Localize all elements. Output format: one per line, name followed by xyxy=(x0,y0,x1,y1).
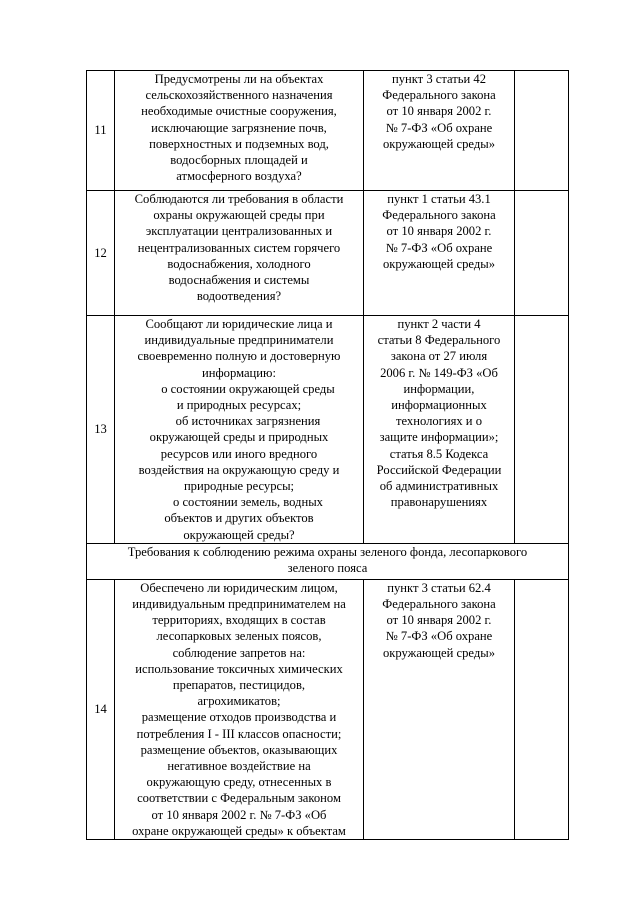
reference-line: пункт 3 статьи 42 xyxy=(391,72,487,86)
question-line: Сообщают ли юридические лица и xyxy=(145,317,333,331)
row-number: 12 xyxy=(87,191,115,316)
question-line: о состоянии окружающей среды xyxy=(161,381,335,396)
legal-reference-cell xyxy=(364,191,515,316)
question-line: лесопарковых зеленых поясов, xyxy=(156,629,322,644)
answer-cell xyxy=(515,316,569,544)
question-line: объектов и других объектов xyxy=(164,511,314,526)
reference-line: информации, xyxy=(403,381,475,396)
question-line: размещение отходов производства и xyxy=(141,710,337,725)
reference-line: окружающей среды» xyxy=(382,136,496,151)
question-line: индивидуальные предприниматели xyxy=(144,333,334,348)
reference-line: 2006 г. № 149-ФЗ «Об xyxy=(380,365,498,380)
legal-reference-cell xyxy=(364,316,515,544)
question-cell xyxy=(115,579,364,839)
reference-line: окружающей среды» xyxy=(382,645,496,660)
reference-line: правонарушениях xyxy=(390,495,488,510)
reference-line: статьи 8 Федерального xyxy=(377,333,501,348)
legal-reference-cell xyxy=(364,71,515,191)
table-row xyxy=(87,579,569,839)
question-line: индивидуальным предпринимателем на xyxy=(132,597,346,612)
section-heading-line: Требования к соблюдению режима охраны зеленого фонда, лесопаркового xyxy=(127,544,528,559)
reference-line: от 10 января 2002 г. xyxy=(386,224,492,239)
question-cell xyxy=(115,191,364,316)
question-line: Соблюдаются ли требования в области xyxy=(134,192,344,206)
question-line: соблюдение запретов на: xyxy=(172,645,306,660)
reference-line: окружающей среды» xyxy=(382,256,496,271)
reference-line: пункт 1 статьи 43.1 xyxy=(387,192,491,206)
requirements-checklist-table xyxy=(86,70,569,840)
question-line: охране окружающей среды» к объектам xyxy=(132,823,346,838)
table-row xyxy=(87,316,569,544)
question-line: сельскохозяйственного назначения xyxy=(145,88,333,103)
reference-line: Федерального закона xyxy=(382,597,496,612)
answer-cell xyxy=(515,579,569,839)
reference-line: технологиях и о xyxy=(395,414,482,429)
answer-cell xyxy=(515,71,569,191)
question-line: эксплуатации централизованных и xyxy=(145,224,333,239)
question-line: водосборных площадей и xyxy=(170,153,308,168)
table-row xyxy=(87,71,569,191)
table-row xyxy=(87,191,569,316)
reference-line: защите информации»; xyxy=(379,430,499,445)
question-line: окружающей среды? xyxy=(183,527,295,542)
question-line: поверхностных и подземных вод, xyxy=(149,136,329,151)
question-line: об источниках загрязнения xyxy=(175,414,321,429)
question-line: территориях, входящих в состав xyxy=(152,613,326,628)
question-line: потребления I - III классов опасности; xyxy=(136,726,342,741)
reference-line: Российской Федерации xyxy=(376,462,502,477)
question-line: исключающие загрязнение почв, xyxy=(151,120,327,135)
reference-line: закона от 27 июля xyxy=(390,349,488,364)
section-heading-line: зеленого пояса xyxy=(287,561,368,576)
question-line: о состоянии земель, водных xyxy=(173,495,323,510)
row-number: 13 xyxy=(87,316,115,544)
reference-line: статья 8.5 Кодекса xyxy=(389,446,489,461)
question-line: нецентрализованных систем горячего xyxy=(137,240,341,255)
question-line: охраны окружающей среды при xyxy=(153,208,325,223)
question-line: ресурсов или иного вредного xyxy=(160,446,318,461)
answer-cell xyxy=(515,191,569,316)
reference-line: пункт 3 статьи 62.4 xyxy=(387,580,491,595)
legal-reference-cell xyxy=(364,579,515,839)
question-line: информацию: xyxy=(202,365,276,380)
question-line: воздействия на окружающую среду и xyxy=(138,462,340,477)
question-line: Предусмотрены ли на объектах xyxy=(154,72,324,86)
question-line: и природных ресурсах; xyxy=(176,398,302,413)
question-cell xyxy=(115,71,364,191)
section-heading-row xyxy=(87,543,569,579)
row-number: 11 xyxy=(87,71,115,191)
question-line: Обеспечено ли юридическим лицом, xyxy=(140,580,338,595)
reference-line: № 7-ФЗ «Об охране xyxy=(385,629,493,644)
question-cell xyxy=(115,316,364,544)
question-line: окружающую среду, отнесенных в xyxy=(146,775,332,790)
question-line: водоотведения? xyxy=(196,289,282,304)
question-line: негативное воздействие на xyxy=(167,759,311,774)
reference-line: об административных xyxy=(379,479,499,494)
question-line: природные ресурсы; xyxy=(183,479,295,494)
reference-line: пункт 2 части 4 xyxy=(397,317,481,331)
question-line: агрохимикатов; xyxy=(197,694,281,709)
question-line: использование токсичных химических xyxy=(135,661,343,676)
question-line: водоснабжения и системы xyxy=(168,273,310,288)
row-number: 14 xyxy=(87,579,115,839)
question-line: от 10 января 2002 г. № 7-ФЗ «Об xyxy=(151,807,327,822)
question-line: необходимые очистные сооружения, xyxy=(141,104,337,119)
question-line: соответствии с Федеральным законом xyxy=(137,791,341,806)
reference-line: от 10 января 2002 г. xyxy=(386,613,492,628)
question-line: размещение объектов, оказывающих xyxy=(140,742,338,757)
reference-line: № 7-ФЗ «Об охране xyxy=(385,120,493,135)
reference-line: № 7-ФЗ «Об охране xyxy=(385,240,493,255)
question-line: атмосферного воздуха? xyxy=(176,169,302,184)
question-line: своевременно полную и достоверную xyxy=(137,349,341,364)
question-line: окружающей среды и природных xyxy=(149,430,329,445)
reference-line: Федерального закона xyxy=(382,88,496,103)
reference-line: от 10 января 2002 г. xyxy=(386,104,492,119)
reference-line: информационных xyxy=(391,398,487,413)
reference-line: Федерального закона xyxy=(382,208,496,223)
question-line: водоснабжения, холодного xyxy=(167,256,311,271)
section-heading xyxy=(87,543,569,579)
question-line: препаратов, пестицидов, xyxy=(172,678,306,693)
